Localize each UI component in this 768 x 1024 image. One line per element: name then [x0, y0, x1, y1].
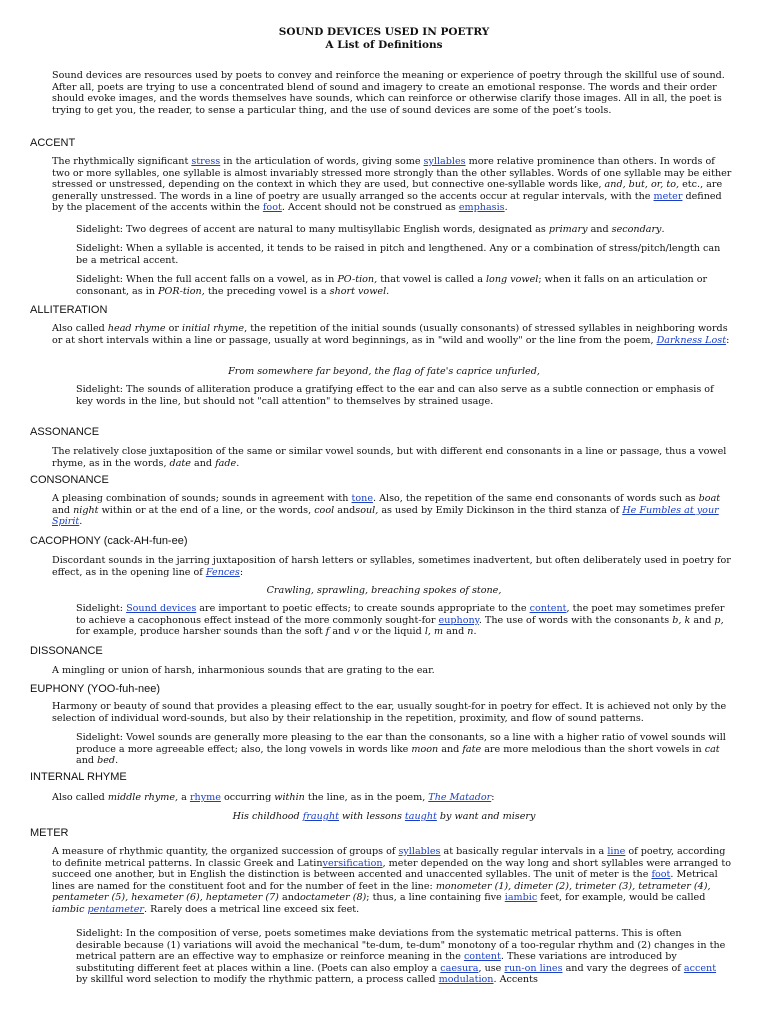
text: .: [473, 626, 477, 638]
alliteration-sidelight: Sidelight: The sounds of alliteration produce a gratifying effect to the ear and can also serve as a subtle connection or emphasis of key words in the line, but should not "call attention" to themselves by strained usage.: [76, 384, 714, 407]
link-tone[interactable]: tone: [351, 493, 374, 504]
letter: b,: [672, 614, 682, 626]
text: are important to poetic effects; to create sounds appropriate to the: [196, 603, 530, 614]
link-content[interactable]: content: [463, 951, 501, 963]
link-foot[interactable]: foot: [262, 202, 282, 214]
text: . The use of words with the consonants: [478, 614, 673, 626]
link-versification[interactable]: versification: [322, 857, 383, 869]
meter-sidelight: [76, 928, 726, 986]
text: or: [165, 323, 183, 334]
heading-accent: ACCENT: [30, 137, 76, 149]
text: and vary the degrees of: [562, 962, 684, 974]
accent-sidelight-1: [76, 224, 726, 236]
intro-paragraph: Sound devices are resources used by poets to convey and reinforce the meaning or experience of poetry through the skillful use of sound. After all, poets are trying to use a concentrated blend of sound and imagery to create an emotional response. The words and their order should evoke images, and the words themselves have sounds, which can reinforce or otherwise clarify those images. All in all, the poet is trying to get you, the reader, to sense a particular thing, and the use of sound devices are some of the poet’s tools.: [52, 70, 725, 116]
term: head rhyme: [107, 323, 166, 334]
cacophony-quote: Crawling, sprawling, breaching spokes of stone,: [266, 585, 502, 596]
link-fraught[interactable]: fraught: [302, 811, 339, 822]
link-run-on-lines[interactable]: run-on lines: [504, 962, 563, 974]
text: :: [239, 566, 244, 578]
alliteration-quote: From somewhere far beyond, the flag of fate's caprice unfurled,: [228, 366, 540, 377]
term: short vowel: [329, 285, 387, 297]
text: and: [52, 504, 74, 516]
link-he-fumbles[interactable]: He Fumbles at your Spirit: [52, 504, 719, 528]
text: ; when it falls on an articulation or consonant, as in: [76, 274, 708, 297]
text: and: [190, 457, 216, 469]
letter: n: [467, 626, 474, 638]
text: His childhood: [232, 811, 303, 822]
example: POR-tion,: [158, 285, 205, 297]
text: .: [79, 516, 83, 528]
link-foot[interactable]: foot: [651, 869, 671, 881]
link-pentameter[interactable]: pentameter: [87, 903, 144, 915]
link-syllables[interactable]: syllables: [398, 846, 441, 857]
link-the-matador[interactable]: The Matador: [428, 792, 492, 803]
consonance-definition: [52, 493, 734, 528]
text: and: [329, 626, 354, 638]
alliteration-definition: [52, 323, 734, 346]
text: The relatively close juxtaposition of the same or similar vowel sounds, but with different end consonants in a line or passage, thus a vowel rhyme, as in the words,: [52, 446, 727, 469]
text: Sidelight: Two degrees of accent are natural to many multisyllabic English words, designated as: [76, 224, 549, 235]
text: and: [278, 892, 301, 904]
euphony-sidelight: [76, 732, 726, 767]
example-words: and, but, or, to,: [604, 179, 680, 191]
cacophony-sidelight: [76, 603, 726, 638]
term-list: monometer (1), dimeter (2), trimeter (3), tetrameter (4), pentameter (5), hexameter (6), heptameter (7): [52, 880, 711, 904]
text: by want and misery: [436, 811, 536, 822]
text: , use: [478, 962, 505, 974]
example: soul,: [355, 504, 379, 516]
text: for example, produce harsher sounds than the soft: [76, 626, 326, 638]
text: and: [690, 614, 715, 626]
text: . Accent should not be construed as: [281, 202, 459, 214]
text: Also called: [52, 792, 108, 803]
example: fate: [462, 743, 482, 755]
accent-sidelight-3: [76, 274, 726, 297]
letter: m: [434, 626, 444, 638]
example: fade: [215, 457, 237, 469]
term: long vowel: [485, 274, 539, 285]
text: the preceding vowel is a: [204, 285, 330, 297]
term: secondary: [611, 224, 662, 235]
internal-rhyme-definition: [52, 792, 734, 804]
text: The rhythmically significant: [52, 156, 192, 167]
link-emphasis[interactable]: emphasis: [458, 202, 505, 214]
term: initial rhyme: [182, 323, 245, 334]
link-iambic[interactable]: iambic: [504, 892, 538, 904]
text: and: [587, 224, 612, 235]
example: moon: [411, 743, 439, 755]
link-accent[interactable]: accent: [683, 962, 717, 974]
text: and: [334, 504, 356, 516]
internal-rhyme-quote: [0, 811, 768, 823]
meter-definition: [52, 846, 734, 916]
text: . These variations are introduced by substituting different feet at places within a line. (Poets can also employ a: [76, 951, 677, 974]
term: primary: [548, 224, 588, 235]
heading-meter: METER: [30, 827, 69, 839]
text: etc., are generally unstressed. The words in a line of poetry are usually arranged so the accents occur at regular intervals, with the: [52, 179, 723, 202]
letter: p,: [714, 614, 724, 626]
assonance-definition: [52, 446, 734, 469]
text: of poetry, according to definite metrical patterns. In classic Greek and Latin: [52, 846, 726, 869]
term: within: [274, 792, 305, 803]
text: occurring: [220, 792, 275, 803]
text: , meter depended on the way long and short syllables were arranged to succeed one another, but in English the distinction is between accented and unaccented syllables. The unit of meter is the: [52, 857, 731, 881]
text: .: [504, 202, 508, 214]
text: Sidelight: Vowel sounds are generally more pleasing to the ear than the consonants, so a line with a higher ratio of vowel sounds will produce a more agreeable effect; also, the long vowels in words like: [76, 732, 726, 755]
text: that vowel is called a: [377, 274, 486, 285]
text: A measure of rhythmic quantity, the organized succession of groups of: [52, 846, 399, 857]
term: middle rhyme,: [107, 792, 179, 803]
text: Sidelight: In the composition of verse, poets sometimes make deviations from the systematic metrical patterns. This is often desirable because (1) variations will avoid the mechanical "te-dum, te-dum" monotony of a too-regular rhythm and (2) changes in the metrical pattern are an effective way to emphasize or reinforce meaning in the: [76, 928, 726, 963]
text: Sidelight:: [76, 603, 127, 614]
link-euphony[interactable]: euphony: [438, 614, 479, 626]
cacophony-definition: [52, 555, 734, 578]
heading-cacophony: CACOPHONY (cack-AH-fun-ee): [30, 535, 188, 547]
text: Sidelight: When the full accent falls on a vowel, as in: [76, 274, 338, 285]
text: by skillful word selection to modify the rhythmic pattern, a process called: [76, 974, 439, 986]
document-title: SOUND DEVICES USED IN POETRY: [278, 26, 490, 38]
link-sound-devices[interactable]: Sound devices: [126, 603, 197, 614]
text: the line, as in the poem,: [304, 792, 429, 803]
accent-sidelight-2: Sidelight: When a syllable is accented, it tends to be raised in pitch and lengthened. Any or a combination of stress/pitch/length can be a metrical accent.: [76, 243, 721, 266]
text: . Rarely does a metrical line exceed six feet.: [144, 903, 360, 915]
text: or the liquid: [358, 626, 425, 638]
text: , the poet may sometimes prefer to achieve a cacophonous effect instead of the more commonly sought-for: [76, 603, 725, 626]
link-meter[interactable]: meter: [653, 190, 683, 202]
heading-internal-rhyme: INTERNAL RHYME: [30, 771, 127, 783]
example: date: [169, 457, 191, 469]
dissonance-definition: A mingling or union of harsh, inharmonious sounds that are grating to the ear.: [52, 665, 435, 676]
link-taught[interactable]: taught: [404, 811, 437, 822]
link-content[interactable]: content: [529, 603, 567, 614]
letter: v: [353, 626, 359, 638]
text: , the repetition of the initial sounds (usually consonants) of stressed syllables in neighboring words or at short intervals within a line or passage, usually at word beginnings, as in "wild and woolly" or the line from the poem,: [52, 323, 728, 346]
link-rhyme[interactable]: rhyme: [189, 792, 221, 803]
link-fences[interactable]: Fences: [205, 566, 240, 578]
accent-definition: [52, 156, 734, 214]
text: within or at the end of a line, or the words,: [98, 504, 315, 516]
link-darkness-lost[interactable]: Darkness Lost: [656, 334, 727, 346]
letter: f: [325, 626, 330, 638]
link-stress[interactable]: stress: [191, 156, 221, 167]
document-header: [0, 26, 768, 52]
term: octameter (8): [300, 892, 367, 904]
text: .: [115, 755, 119, 767]
text: more relative prominence than others. In words of two or more syllables, one syllable is almost invariably stressed more strongly than the other syllables. Words of one syllable may be either stressed or unstressed, depending on the context in which they are used, but connective one-syllable words like,: [52, 156, 732, 191]
term: iambic: [52, 903, 85, 915]
text: ; thus, a line containing five: [366, 892, 505, 904]
example: cat: [704, 743, 720, 755]
text: feet, for example, would be called: [537, 892, 706, 904]
text: Discordant sounds in the jarring juxtaposition of harsh letters or syllables, sometimes inadvertent, but often deliberately used in poetry for effect, as in the opening line of: [52, 555, 731, 578]
text: .: [661, 224, 665, 235]
text: a: [178, 792, 190, 803]
link-caesura[interactable]: caesura: [440, 962, 479, 974]
text: :: [491, 792, 495, 803]
text: are more melodious than the short vowels in: [481, 743, 705, 755]
example: PO-tion,: [337, 274, 378, 285]
letter: l,: [424, 626, 431, 638]
text: in the articulation of words, giving some: [220, 156, 424, 167]
text: .: [236, 457, 240, 469]
text: as used by Emily Dickinson in the third stanza of: [378, 504, 623, 516]
link-line[interactable]: line: [607, 846, 626, 857]
example: night: [73, 504, 99, 516]
text: A pleasing combination of sounds; sounds in agreement with: [52, 493, 352, 504]
document-subtitle: A List of Definitions: [325, 39, 443, 51]
link-modulation[interactable]: modulation: [438, 974, 494, 986]
heading-euphony: EUPHONY (YOO-fuh-nee): [30, 683, 161, 695]
link-syllables[interactable]: syllables: [423, 156, 466, 167]
text: .: [386, 285, 390, 297]
example: cool: [314, 504, 335, 516]
text: . Also, the repetition of the same end consonants of words such as: [373, 493, 699, 504]
example: boat: [698, 493, 721, 504]
text: :: [726, 334, 730, 346]
heading-alliteration: ALLITERATION: [30, 304, 108, 316]
heading-assonance: ASSONANCE: [30, 426, 100, 438]
text: and: [443, 626, 468, 638]
text: and: [438, 743, 463, 755]
text: with lessons: [338, 811, 405, 822]
letter: k: [684, 614, 691, 626]
text: Also called: [52, 323, 108, 334]
text: at basically regular intervals in a: [440, 846, 608, 857]
euphony-definition: Harmony or beauty of sound that provides a pleasing effect to the ear, usually sought-for in poetry for effect. It is achieved not only by the selection of individual word-sounds, but also by their relationship in the repetition, proximity, and flow of sound patterns.: [52, 701, 727, 724]
text: and: [76, 755, 98, 767]
example: bed: [97, 755, 116, 767]
text: . Metrical lines are named for the constituent foot and for the number of feet in the line:: [52, 869, 718, 892]
heading-dissonance: DISSONANCE: [30, 645, 103, 657]
text: defined by the placement of the accents within the: [52, 190, 722, 214]
text: . Accents: [493, 974, 538, 986]
heading-consonance: CONSONANCE: [30, 474, 109, 486]
